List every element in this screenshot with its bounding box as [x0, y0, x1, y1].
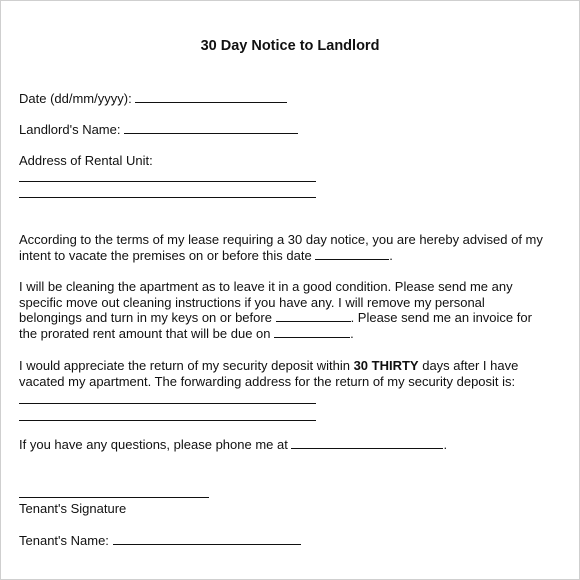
- paragraph-cleaning: [19, 279, 575, 341]
- phone-blank[interactable]: [291, 437, 443, 449]
- signature-line[interactable]: [19, 497, 209, 498]
- paragraph1-line1: According to the terms of my lease requiring a 30 day notice, you are hereby advised of my: [19, 232, 543, 247]
- date-label: Date (dd/mm/yyyy):: [19, 91, 132, 106]
- landlord-name-row: [19, 122, 298, 138]
- tenant-name-blank[interactable]: [113, 533, 301, 545]
- phone-text: If you have any questions, please phone me at: [19, 437, 288, 452]
- paragraph2-line3-row: [19, 310, 575, 326]
- date-blank[interactable]: [135, 91, 287, 103]
- forwarding-address-line-1[interactable]: [19, 403, 316, 404]
- tenant-name-row: [19, 533, 301, 549]
- tenant-name-label: Tenant's Name:: [19, 533, 109, 548]
- paragraph3-line1b: days after I have: [422, 358, 519, 373]
- paragraph2-line4-row: [19, 326, 575, 342]
- deposit-days-bold: 30 THIRTY: [353, 358, 419, 373]
- paragraph2-line2: specific move out cleaning instructions if you have any. I will remove my personal: [19, 294, 485, 310]
- address-label: Address of Rental Unit:: [19, 153, 153, 168]
- paragraph3-line1a: I would appreciate the return of my security deposit within: [19, 358, 350, 373]
- period: .: [443, 437, 448, 452]
- paragraph2-line3b: . Please send me an invoice for: [350, 310, 532, 325]
- paragraph-lease-terms: [19, 232, 575, 263]
- paragraph1-line2: intent to vacate the premises on or before this date: [19, 247, 312, 263]
- paragraph3-line2: vacated my apartment. The forwarding address for the return of my security deposit is:: [19, 373, 516, 389]
- document-title: 30 Day Notice to Landlord: [200, 38, 380, 54]
- address-line-1[interactable]: [19, 181, 316, 182]
- paragraph2-line4: the prorated rent amount that will be due on: [19, 325, 271, 341]
- vacate-date-blank[interactable]: [315, 248, 389, 260]
- period: .: [350, 325, 354, 341]
- paragraph2-line1: I will be cleaning the apartment as to leave it in a good condition. Please send me any: [19, 279, 513, 294]
- forwarding-address-line-2[interactable]: [19, 420, 316, 421]
- paragraph1-line2-row: [19, 248, 575, 264]
- address-line-2[interactable]: [19, 197, 316, 198]
- landlord-name-blank[interactable]: [124, 122, 298, 134]
- paragraph3-line1-row: [19, 358, 575, 374]
- paragraph-deposit: [19, 358, 575, 389]
- rent-due-date-blank[interactable]: [274, 326, 350, 338]
- keys-date-blank[interactable]: [276, 310, 351, 322]
- date-row: [19, 91, 287, 107]
- landlord-name-label: Landlord's Name:: [19, 122, 121, 137]
- signature-label: Tenant's Signature: [19, 501, 127, 516]
- period: .: [389, 247, 393, 263]
- paragraph2-line3a: belongings and turn in my keys on or before: [19, 310, 272, 325]
- phone-row: [19, 437, 447, 453]
